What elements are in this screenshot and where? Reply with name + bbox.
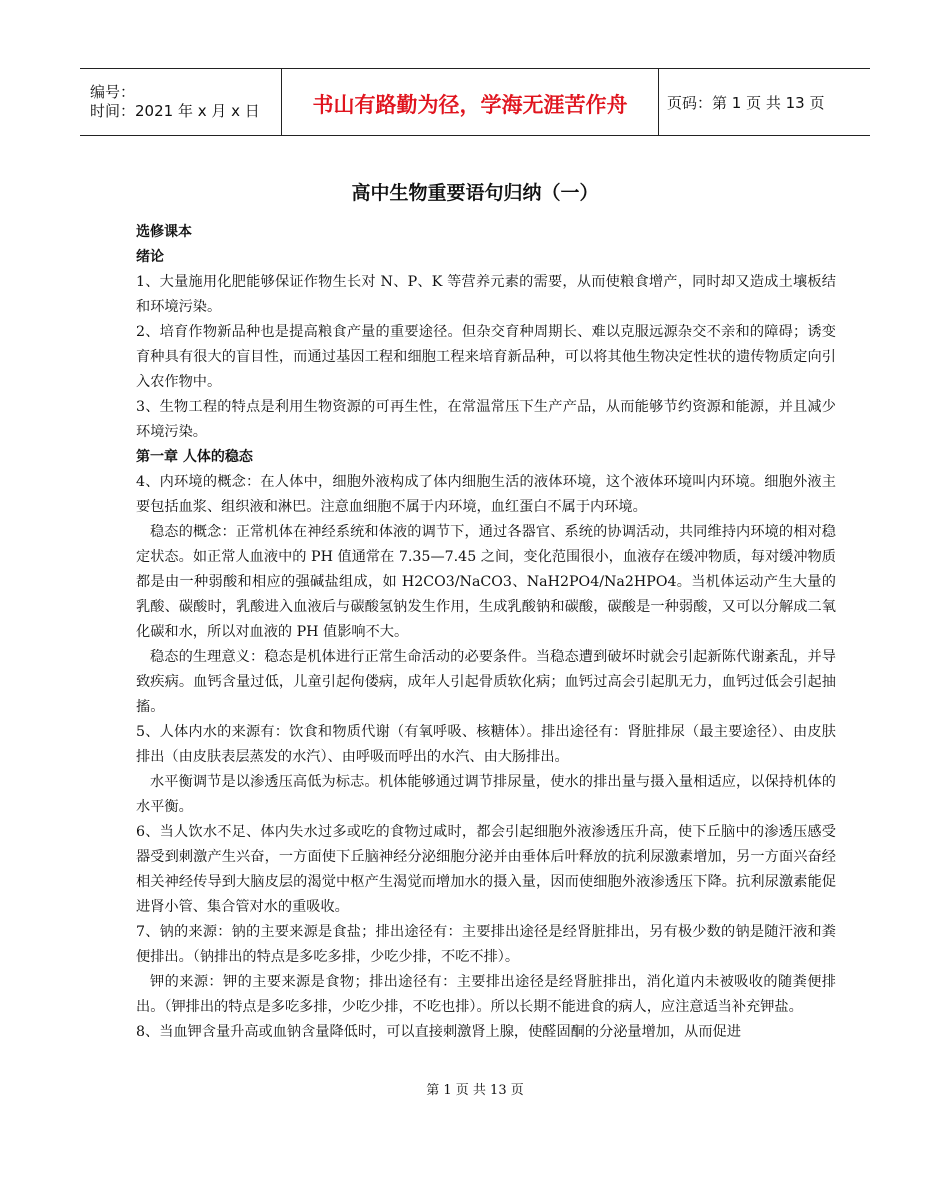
paragraph-7: 7、钠的来源：钠的主要来源是食盐；排出途径有：主要排出途径是经肾脏排出，另有极少数的钠是随汗液和粪便排出。（钠排出的特点是多吃多排，少吃少排，不吃不排）。 <box>136 924 836 965</box>
paragraph-6: 6、当人饮水不足、体内失水过多或吃的食物过咸时，都会引起细胞外液渗透压升高，使下丘脑中的渗透压感受器受到刺激产生兴奋，一方面使下丘脑神经分泌细胞分泌并由垂体后叶释放的抗利尿激素增加，另一方面兴奋经相关神经传导到大脑皮层的渴觉中枢产生渴觉而增加水的摄入量，因而使细胞外液渗透压下降。抗利尿激素能促进肾小管、集合管对水的重吸收。 <box>136 824 836 915</box>
paragraph-5: 5、人体内水的来源有：饮食和物质代谢（有氧呼吸、核糖体）。排出途径有：肾脏排尿（最主要途径）、由皮肤排出（由皮肤表层蒸发的水汽）、由呼吸而呼出的水汽、由大肠排出。 <box>136 724 836 765</box>
chapter-heading-1: 第一章 人体的稳态 <box>136 449 253 465</box>
document-title: 高中生物重要语句归纳（一） <box>351 182 599 204</box>
document-body <box>136 220 836 1045</box>
paragraph-3: 3、生物工程的特点是利用生物资源的可再生性，在常温常压下生产产品，从而能够节约资源和能源，并且减少环境污染。 <box>136 399 836 440</box>
header-table <box>80 68 870 136</box>
paragraph-4-significance: 稳态的生理意义：稳态是机体进行正常生命活动的必要条件。当稳态遭到破坏时就会引起新陈代谢紊乱，并导致疾病。血钙含量过低，儿童引起佝偻病，成年人引起骨质软化病；血钙过高会引起肌无力，血钙过低会引起抽搐。 <box>136 649 836 715</box>
document-number-label: 编号： <box>90 83 136 101</box>
paragraph-4-homeostasis: 稳态的概念：正常机体在神经系统和体液的调节下，通过各器官、系统的协调活动，共同维持内环境的相对稳定状态。如正常人血液中的 PH 值通常在 7.35—7.45 之间，变化范围很小，血液存在缓冲物质，每对缓冲物质都是由一种弱酸和相应的强碱盐组成，如 H2CO3/NaCO3、NaH2PO4/Na2HPO4。当机体运动产生大量的乳酸、碳酸时，乳酸进入血液后与碳酸氢钠发生作用，生成乳酸钠和碳酸，碳酸是一种弱酸，又可以分解成二氧化碳和水，所以对血液的 PH 值影响不大。 <box>136 524 836 640</box>
header-motto-cell <box>282 69 659 135</box>
motto-text: 书山有路勤为径，学海无涯苦作舟 <box>312 93 628 117</box>
paragraph-8: 8、当血钾含量升高或血钠含量降低时，可以直接刺激肾上腺，使醛固酮的分泌量增加，从而促进 <box>136 1024 741 1040</box>
page-footer: 第 1 页 共 13 页 <box>426 1083 524 1098</box>
paragraph-4: 4、内环境的概念：在人体中，细胞外液构成了体内细胞生活的液体环境，这个液体环境叫内环境。细胞外液主要包括血浆、组织液和淋巴。注意血细胞不属于内环境，血红蛋白不属于内环境。 <box>136 474 836 515</box>
paragraph-7-potassium: 钾的来源：钾的主要来源是食物；排出途径有：主要排出途径是经肾脏排出，消化道内未被吸收的随粪便排出。（钾排出的特点是多吃多排，少吃少排，不吃也排）。所以长期不能进食的病人，应注意适当补充钾盐。 <box>136 974 836 1015</box>
header-meta-cell <box>80 69 282 135</box>
paragraph-5-water-balance: 水平衡调节是以渗透压高低为标志。机体能够通过调节排尿量，使水的排出量与摄入量相适应，以保持机体的水平衡。 <box>136 774 836 815</box>
document-date: 时间：2021 年 x 月 x 日 <box>90 102 260 120</box>
section-heading-intro: 绪论 <box>136 249 164 265</box>
paragraph-1: 1、大量施用化肥能够保证作物生长对 N、P、K 等营养元素的需要，从而使粮食增产，同时却又造成土壤板结和环境污染。 <box>136 274 836 315</box>
header-page-cell <box>659 69 870 135</box>
header-page-info: 页码：第 1 页 共 13 页 <box>667 93 825 112</box>
paragraph-2: 2、培育作物新品种也是提高粮食产量的重要途径。但杂交育种周期长、难以克服远源杂交不亲和的障碍；诱变育种具有很大的盲目性，而通过基因工程和细胞工程来培育新品种，可以将其他生物决定性状的遗传物质定向引入农作物中。 <box>136 324 836 390</box>
section-heading-elective: 选修课本 <box>136 224 192 240</box>
